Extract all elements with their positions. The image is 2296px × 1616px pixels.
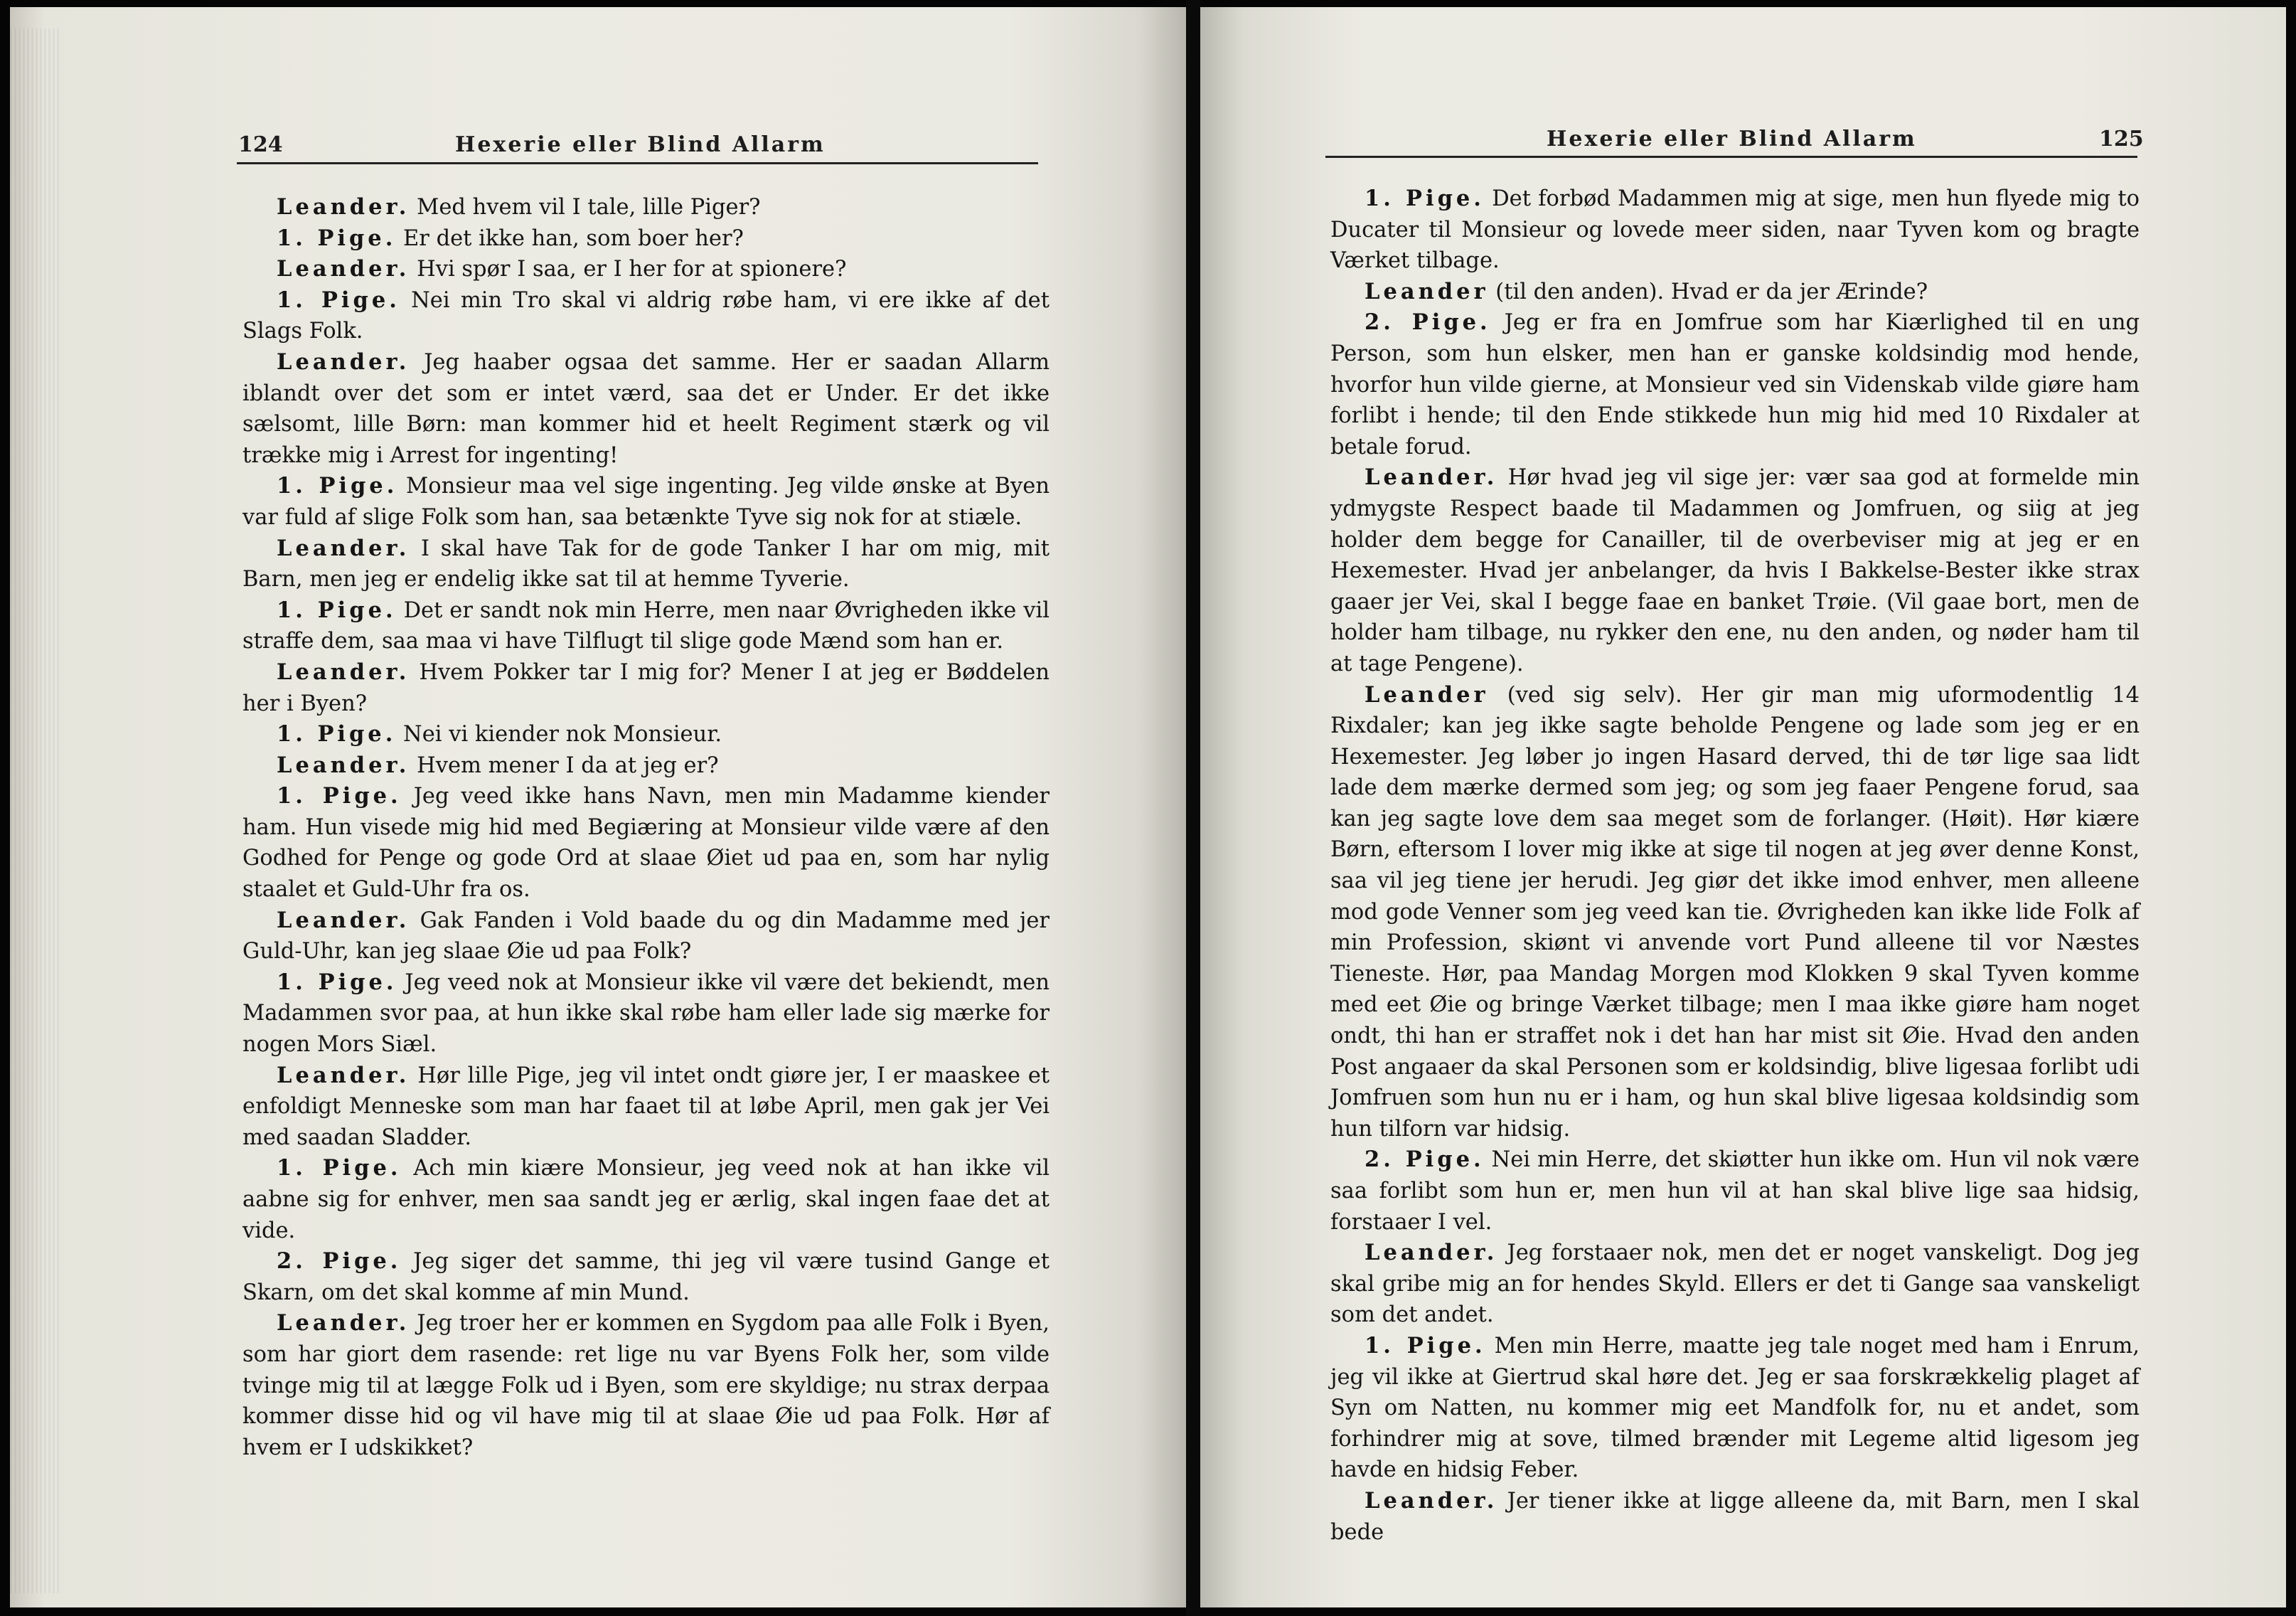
paragraph: Leander. Hvem Pokker tar I mig for? Mener I at jeg er Bøddelen her i Byen? bbox=[242, 659, 1050, 716]
left-page-text bbox=[242, 192, 1050, 1463]
paragraph: 1. Pige. Jeg veed nok at Monsieur ikke vil være det bekiendt, men Madammen svor paa, at hun ikke skal røbe ham eller lade sig mærke for nogen Mors Siæl. bbox=[242, 969, 1050, 1058]
page-edges bbox=[10, 28, 60, 1593]
paragraph: Leander. Hør lille Pige, jeg vil intet ondt giøre jer, I er maaskee et enfoldigt Menneske som man har faaet til at løbe April, men gak jer Vei med saadan Sladder. bbox=[242, 1062, 1050, 1150]
paragraph: 1. Pige. Jeg veed ikke hans Navn, men min Madamme kiender ham. Hun visede mig hid med Begiæring at Monsieur vilde være af den Godhed for Penge og gode Ord at slaae Øiet ud paa en, som har nylig staalet et Guld-Uhr fra os. bbox=[242, 783, 1050, 903]
right-page-number: 125 bbox=[2099, 127, 2144, 152]
paragraph: Leander. Jeg forstaaer nok, men det er noget vanskeligt. Dog jeg skal gribe mig an for hendes Skyld. Ellers er det ti Gange saa vanskeligt som det andet. bbox=[1330, 1240, 2140, 1328]
right-header-rule bbox=[1325, 156, 2137, 158]
paragraph: 2. Pige. Nei min Herre, det skiøtter hun ikke om. Hun vil nok være saa forlibt som hun er, men hun vil at han skal blive lige saa hidsig, forstaaer I vel. bbox=[1330, 1147, 2140, 1235]
paragraph: Leander. Jeg haaber ogsaa det samme. Her er saadan Allarm iblandt over det som er intet værd, saa det er Under. Er det ikke sælsomt, lille Børn: man kommer hid et heelt Regiment stærk og vil trække mig i Arrest for ingenting! bbox=[242, 349, 1050, 468]
right-running-head: Hexerie eller Blind Allarm bbox=[1547, 127, 1917, 152]
paragraph: Leander. Jeg troer her er kommen en Sygdom paa alle Folk i Byen, som har giort dem rasende: ret lige nu var Byens Folk her, som vilde tvinge mig til at lægge Folk ud i Byen, som ere skyldige; nu strax derpaa kommer disse hid og vil have mig til at slaae Øie ud paa Folk. Hør af hvem er I udskikket? bbox=[242, 1310, 1050, 1460]
book-gutter bbox=[1186, 0, 1200, 1616]
paragraph: Leander. Gak Fanden i Vold baade du og din Madamme med jer Guld-Uhr, kan jeg slaae Øie ud paa Folk? bbox=[242, 907, 1050, 964]
paragraph: 1. Pige. Nei min Tro skal vi aldrig røbe ham, vi ere ikke af det Slags Folk. bbox=[242, 287, 1050, 344]
paragraph: 2. Pige. Jeg siger det samme, thi jeg vil være tusind Gange et Skarn, om det skal komme af min Mund. bbox=[242, 1248, 1050, 1305]
paragraph: 1. Pige. Nei vi kiender nok Monsieur. bbox=[277, 721, 722, 748]
paragraph: Leander. Hvem mener I da at jeg er? bbox=[277, 752, 719, 778]
left-header-rule bbox=[237, 162, 1038, 164]
paragraph: Leander (til den anden). Hvad er da jer Ærinde? bbox=[1365, 278, 1928, 304]
paragraph: 2. Pige. Jeg er fra en Jomfrue som har Kiærlighed til en ung Person, som hun elsker, men han er ganske koldsindig mod hende, hvorfor hun vilde gierne, at Monsieur ved sin Videnskab vilde giøre ham forlibt i hende; til den Ende stikkede hun mig hid med 10 Rixdaler at betale forud. bbox=[1330, 309, 2140, 459]
paragraph: 1. Pige. Monsieur maa vel sige ingenting. Jeg vilde ønske at Byen var fuld af slige Folk som han, saa betænkte Tyve sig nok for at stiæle. bbox=[242, 473, 1050, 530]
paragraph: 1. Pige. Ach min kiære Monsieur, jeg veed nok at han ikke vil aabne sig for enhver, men saa sandt jeg er ærlig, skal ingen faae det at vide. bbox=[242, 1155, 1050, 1243]
left-page-number: 124 bbox=[238, 132, 283, 157]
paragraph: Leander (ved sig selv). Her gir man mig uformodentlig 14 Rixdaler; kan jeg ikke sagte beholde Pengene og lade som jeg er en Hexemester. Jeg løber jo ingen Hasard derved, thi de tør lige saa lidt lade dem mærke dermed som jeg; og som jeg faaer Pengene forud, saa kan jeg sagte love dem saa meget som de forlanger. (Høit). Hør kiære Børn, eftersom I lover mig ikke at sige til nogen at jeg øver denne Konst, saa vil jeg tiene jer herudi. Jeg giør det ikke imod enhver, men alleene mod gode Venner som jeg veed kan tie. Øvrigheden kan ikke lide Folk af min Profession, skiønt vi anvende vort Pund alleene til vor Næstes Tieneste. Hør, paa Mandag Morgen mod Klokken 9 skal Tyven komme med eet Øie og bringe Værket tilbage; men I maa ikke giøre ham noget ondt, thi han er straffet nok i det han har mist sit Øie. Hvad den anden Post angaaer da skal Personen som er koldsindig, blive ligesaa forlibt udi Jomfruen som hun nu er i ham, og hun skal blive ligesaa koldsindig som hun tilforn var hidsig. bbox=[1330, 681, 2140, 1142]
paragraph: Leander. I skal have Tak for de gode Tanker I har om mig, mit Barn, men jeg er endelig ikke sat til at hemme Tyverie. bbox=[242, 535, 1050, 592]
paragraph: Leander. Hør hvad jeg vil sige jer: vær saa god at formelde min ydmygste Respect baade til Madammen og Jomfruen, og siig at jeg holder dem begge for Canailler, til de overbeviser mig at jeg er en Hexemester. Hvad jer anbelanger, da hvis I Bakkelse-Bester ikke strax gaaer jer Vei, skal I begge faae en banket Trøie. (Vil gaae bort, men de holder ham tilbage, nu rykker den ene, nu den anden, og nøder ham til at tage Pengene). bbox=[1330, 464, 2140, 676]
right-page-text bbox=[1330, 184, 2140, 1548]
paragraph: 1. Pige. Er det ikke han, som boer her? bbox=[277, 225, 744, 251]
left-running-head: Hexerie eller Blind Allarm bbox=[455, 132, 826, 157]
paragraph: Leander. Jer tiener ikke at ligge alleene da, mit Barn, men I skal bede bbox=[1330, 1487, 2140, 1545]
paragraph: Leander. Med hvem vil I tale, lille Piger? bbox=[277, 194, 761, 220]
paragraph: Leander. Hvi spør I saa, er I her for at spionere? bbox=[277, 256, 847, 282]
paragraph: 1. Pige. Det forbød Madammen mig at sige, men hun flyede mig to Ducater til Monsieur og lovede meer siden, naar Tyven kom og bragte Værket tilbage. bbox=[1330, 186, 2140, 274]
paragraph: 1. Pige. Det er sandt nok min Herre, men naar Øvrigheden ikke vil straffe dem, saa maa vi have Tilflugt til slige gode Mænd som han er. bbox=[242, 597, 1050, 654]
paragraph: 1. Pige. Men min Herre, maatte jeg tale noget med ham i Enrum, jeg vil ikke at Giertrud skal høre det. Jeg er saa forskrækkelig plaget af Syn om Natten, nu kommer mig eet Mandfolk for, nu et andet, som forhindrer mig at sove, tilmed brænder mit Legeme altid ligesom jeg havde en hidsig Feber. bbox=[1330, 1332, 2140, 1483]
